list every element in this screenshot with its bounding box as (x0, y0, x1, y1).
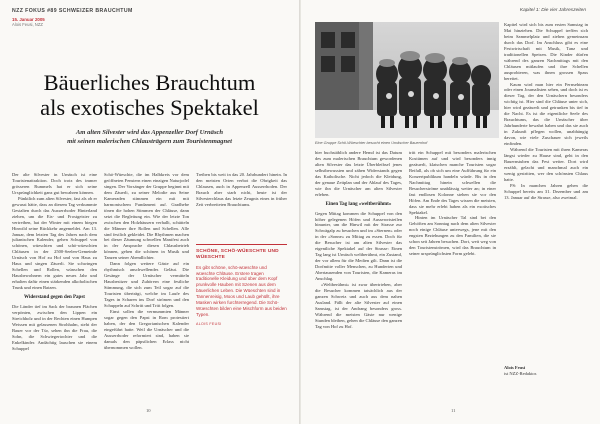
body-paragraph: Kaum wird man hier ein Fernsehteam oder einen Journalisten sehen, und doch ist es dieser Tag, der den Urnäschern besonders wichtig ist. Hier sind die Chläuse unter sich, hier wird gezäuerlt und getrunken bis tief in die Nacht. Es ist die eigentliche Seele des Brauchtums, das die Urnäscher über Jahrhunderte bewahrt haben und das sie auch in Zukunft pflegen wollen, unabhängig davon, wie viele Zuschauer sich jeweils einfinden. (504, 81, 588, 147)
body-paragraph: Dann folgen weitere Gäste auf ein rhythmisch anschwellendes Geläut. Die Gesänge der Urnäscher vermitteln Hausbesitzer und Zuhörern eine festliche Stimmung, die sich zum Teil sogar auf die Touristen überträgt, welche im Laufe des Tages in Scharen ins Dorf strömen und den Schuppeln auf Schritt und Tritt folgen. (104, 261, 189, 308)
photo-caption: Eine Gruppe Schö-Wüeschter besucht einen Urnäscher Bauernhof (315, 141, 428, 145)
left-column-1 (12, 172, 97, 392)
body-paragraph: Treiben bis weit in das 20. Jahrhundert hinein. In den meisten Orten verbot die Obrigkeit das Chlausen, auch in Appenzell Ausserrhoden. Der Brauch aber starb nicht, heute ist der Silvesterchlaus das letzte Zeugnis eines in früher Zeit verbreiteten Brauchtums. (196, 172, 287, 207)
right-page (301, 0, 600, 424)
page-number: 11 (451, 408, 456, 413)
body-paragraph: Während die Touristen mit ihren Kameras längst wieder zu Hause sind, geht in den Bauernstuben das Fest weiter. Dort wird erzählt, gelacht und manchmal auch ein wenig gestritten, wer den schönsten Chlaus hatte. (504, 147, 588, 182)
author-note (504, 365, 537, 376)
photo-illustration (315, 22, 499, 138)
section-header: NZZ FOKUS #89 SCHWEIZER BRAUCHTUM (12, 8, 133, 14)
body-paragraph: Gegen Mittag kommen die Schuppel von den höher gelegenen Höfen und Ausserortsteilen hinunter, um die Hinwil mit der Strasse zur Schwägalp zu besuchen und im «Sternen» oder in der «Sonne» zu Mittag zu essen. Doch für die Besucher ist am alten Silvester das eigentliche Spektakel auf der Strasse: Einen Tag lang ist Urnäsch weltberühmt, ein Zustand, der vor allem für die Medien gilt. Dann ist die Dorfmitte voller Menschen, zu Hunderten und Abertausenden von Touristen, die Kameras im Anschlag. (315, 210, 402, 282)
subheadline-line-1: Am alten Silvester wird das Appenzeller Dorf Urnäsch (75, 129, 224, 136)
body-paragraph: Pünktlich zum alten Silvester, fast als ob er gewusst hätte, dass an diesem Tag verkummte Gestalten durch das Ausserrhoder Hinterland ziehen, um die Eis- und Frostgeister zu vertreiben, hat der Winter mit einem biegen Hinwild seine Rückkehr angemeldet. Am 13. Januar, dem letzten Tag des Jahres nach dem julianischen Kalender, gehen Schuppel von schönen, wüeschten und schö-wüeschten Chläusen in der 2500-Seelen-Gemeinde Urnäsch von Hof zu Hof und von Haus zu Haus und singen Zäuerli. Sie schwingen Schellen und Rollen, wünschen den Hausbewohnern ein gutes neues Jahr und erhalten dafür einen stärkenden alkoholischen Trunk und einen Batzen. (12, 195, 97, 291)
section-heading: Widerstand gegen den Papst (24, 295, 85, 301)
info-box-heading: SCHÖNE, SCHÖ-WÜESCHTE UND WÜESCHTE (196, 249, 279, 260)
headline-line-2: als exotisches Spektakel (40, 95, 259, 120)
info-box-body: Es gibt schöne, schö-wüeschte und wüeschte Chläuse. Erstere tragen traditionelle Kleidung und über dem Kopf prunkvolle Hauben mit Szenen aus dem bäuerlichen Leben. Die Wüeschten sind in Tannenreisig, Moos und Laub gehüllt, ihre Masken wirken furchterregend. Die Schö-Wüeschten bilden eine Mischform aus beiden Typen. (196, 264, 287, 317)
body-paragraph: hier buchstäblich andere Hemd ist das Datum des zum malerischen Brauchtum gewordenen alten Silvester das letzte Überbleibsel jenes selbstbewussten und zähen Widerstands gegen das Katholische. Nicht jedoch die Kleidung, der genaue Zeitplan und der Ablauf des Tages, wie ihn die Urnäscher am alten Silvester erleben. (315, 150, 402, 197)
article-subheadline (28, 128, 271, 146)
body-paragraph: tritt ein Schuppel mit besonders malerischen Kostümen auf und wird besonders innig gezäuerlt, klatschen manche Touristen sogar Beifall, als ob sich um eine Aufführung für ein Konzertpublikum handeln würde. Bis in den Nachmittag hinein schwellen die Besucherströme unablässig weiter an; in einer fast endlosen Kolonne stehen sie vor den Höfen. Am Ende des Tages wissen die meisten, dass sie mehr erlebt haben als ein exotisches Spektakel. (409, 150, 496, 215)
article-headline (14, 70, 285, 120)
article-photo (315, 22, 499, 138)
info-box-credit: ALOIS FEUSI (196, 321, 222, 326)
right-column-3 (504, 22, 588, 362)
author-name: Alois Feusi (504, 365, 526, 370)
body-paragraph: Kapitel wird sich bis zum ersten Samstag in Mai hinziehen. Die Schuppel treffen sich beim Sammelplatz und ziehen gemeinsam durch das Dorf. Im Anschluss gibt es eine Festwirtschaft mit Musik, Tanz und traditionellen Speisen. Die Kinder dürfen während des ganzen Nachmittags mit den Chläusen mitlaufen und ihre Schellen ausprobieren, was ihnen grossen Spass bereitet. (504, 22, 588, 81)
body-paragraph: «Weltberühmt» ist zwar übertrieben, aber die Besucher kommen tatsächlich aus der ganzen Schweiz und auch aus dem nahen Ausland. Fällt der alte Silvester auf einen Samstag, ist der Andrang besonders gross. Während die meisten Gäste nur wenige Stunden bleiben, gehen die Chläuse den ganzen Tag von Hof zu Hof. (315, 282, 402, 329)
body-paragraph: Schö-Wüeschte, die im Halbkreis vor dem geöffneten Fenstern einen einzigen Naturjodel singen. Der Vorsänger der Gruppe beginnt mit dem Zäuerli, zu seiner Melodie aus Seine Kameraden stimmen ein mit mit harmonischem Fundament auf. Gradhebe tönen die hohen Stimmen der Chläuse, dann setzt die Begleitung ein. Wie der letzte Ton zwischen den Holzhäusern verhallt, schütteln die Männer ihre Rollen und Schellen. Alle sind festlich gekleidet. Die Rhythmen machen bei dieser Zäumung schwellen Manifest auch in der Ansprache diesen Chlausbetrieb können, gehen die schönen in Musik und Tanzen seiner Abendlichter. (104, 172, 189, 261)
author-role: ist NZZ-Redaktor. (504, 370, 537, 376)
subheadline-line-2: mit seinen malerischen Chlausträgern zum Touristenmagnet (67, 138, 232, 146)
publication-date: 15. Januar 2005 (12, 17, 45, 22)
lead-paragraph: Der alte Silvester in Urnäsch ist eine Touristenattraktion. Doch trotz des immer grösseren Rummels hat er sich seine Ursprünglichkeit ganz gut bewahren können. (12, 172, 97, 195)
body-paragraph: Hinten im Urnäscher Tal sind bei den Gehöften am Sonntag nach dem alten Silvester noch einige Chläuse unterwegs, jene mit den engsten Beziehungen zu den Familien, die sie schon seit Jahren besuchen. Dort, weit weg von den Touristenströmen, wird das Brauchtum in seiner ursprünglichsten Form gelebt. (409, 215, 496, 257)
body-paragraph: Einst sollen die vermummten Männer sogar gegen den Papst in Rom protestiert haben, der den Gregorianischen Kalender eingeführt hatte. Weil die Urnäscher und die Ausserrhoder reformiert sind, haben sie damals den päpstlichen Erlass nicht übernommen wollen. (104, 308, 189, 350)
byline: Alois Feusi, NZZ (12, 22, 43, 27)
left-column-3 (196, 172, 287, 240)
left-page (0, 0, 299, 424)
body-paragraph: PS: In manchen Jahren gehen die Schuppel bereits am 31. Dezember und am 13. Januar auf die Strasse, also zweimal. (504, 182, 588, 200)
body-paragraph: Die Länder tief im Sack der braunen Flächen verpönten, zwischen den Lippen ein Streichholz und in der Rechten einen Humpen Weissen mit gelassenen Strohhalm, steht der Bauer vor der Tür, sehen ihn die Frau, die Sohn, die Schwiegertochter und die Enkelkinder. Andächtig lauschen sie einem Schuppel (12, 304, 97, 351)
right-column-1 (315, 150, 402, 405)
left-column-2 (104, 172, 189, 392)
headline-line-1: Bäuerliches Brauchtum (43, 70, 256, 95)
section-heading: Einen Tag lang «weltberühmt» (325, 201, 392, 207)
page-number: 10 (146, 408, 151, 413)
info-box (196, 244, 287, 326)
right-column-2 (409, 150, 496, 405)
chapter-header: Kapitel 1: Die vier Jahreszeiten (519, 8, 586, 13)
